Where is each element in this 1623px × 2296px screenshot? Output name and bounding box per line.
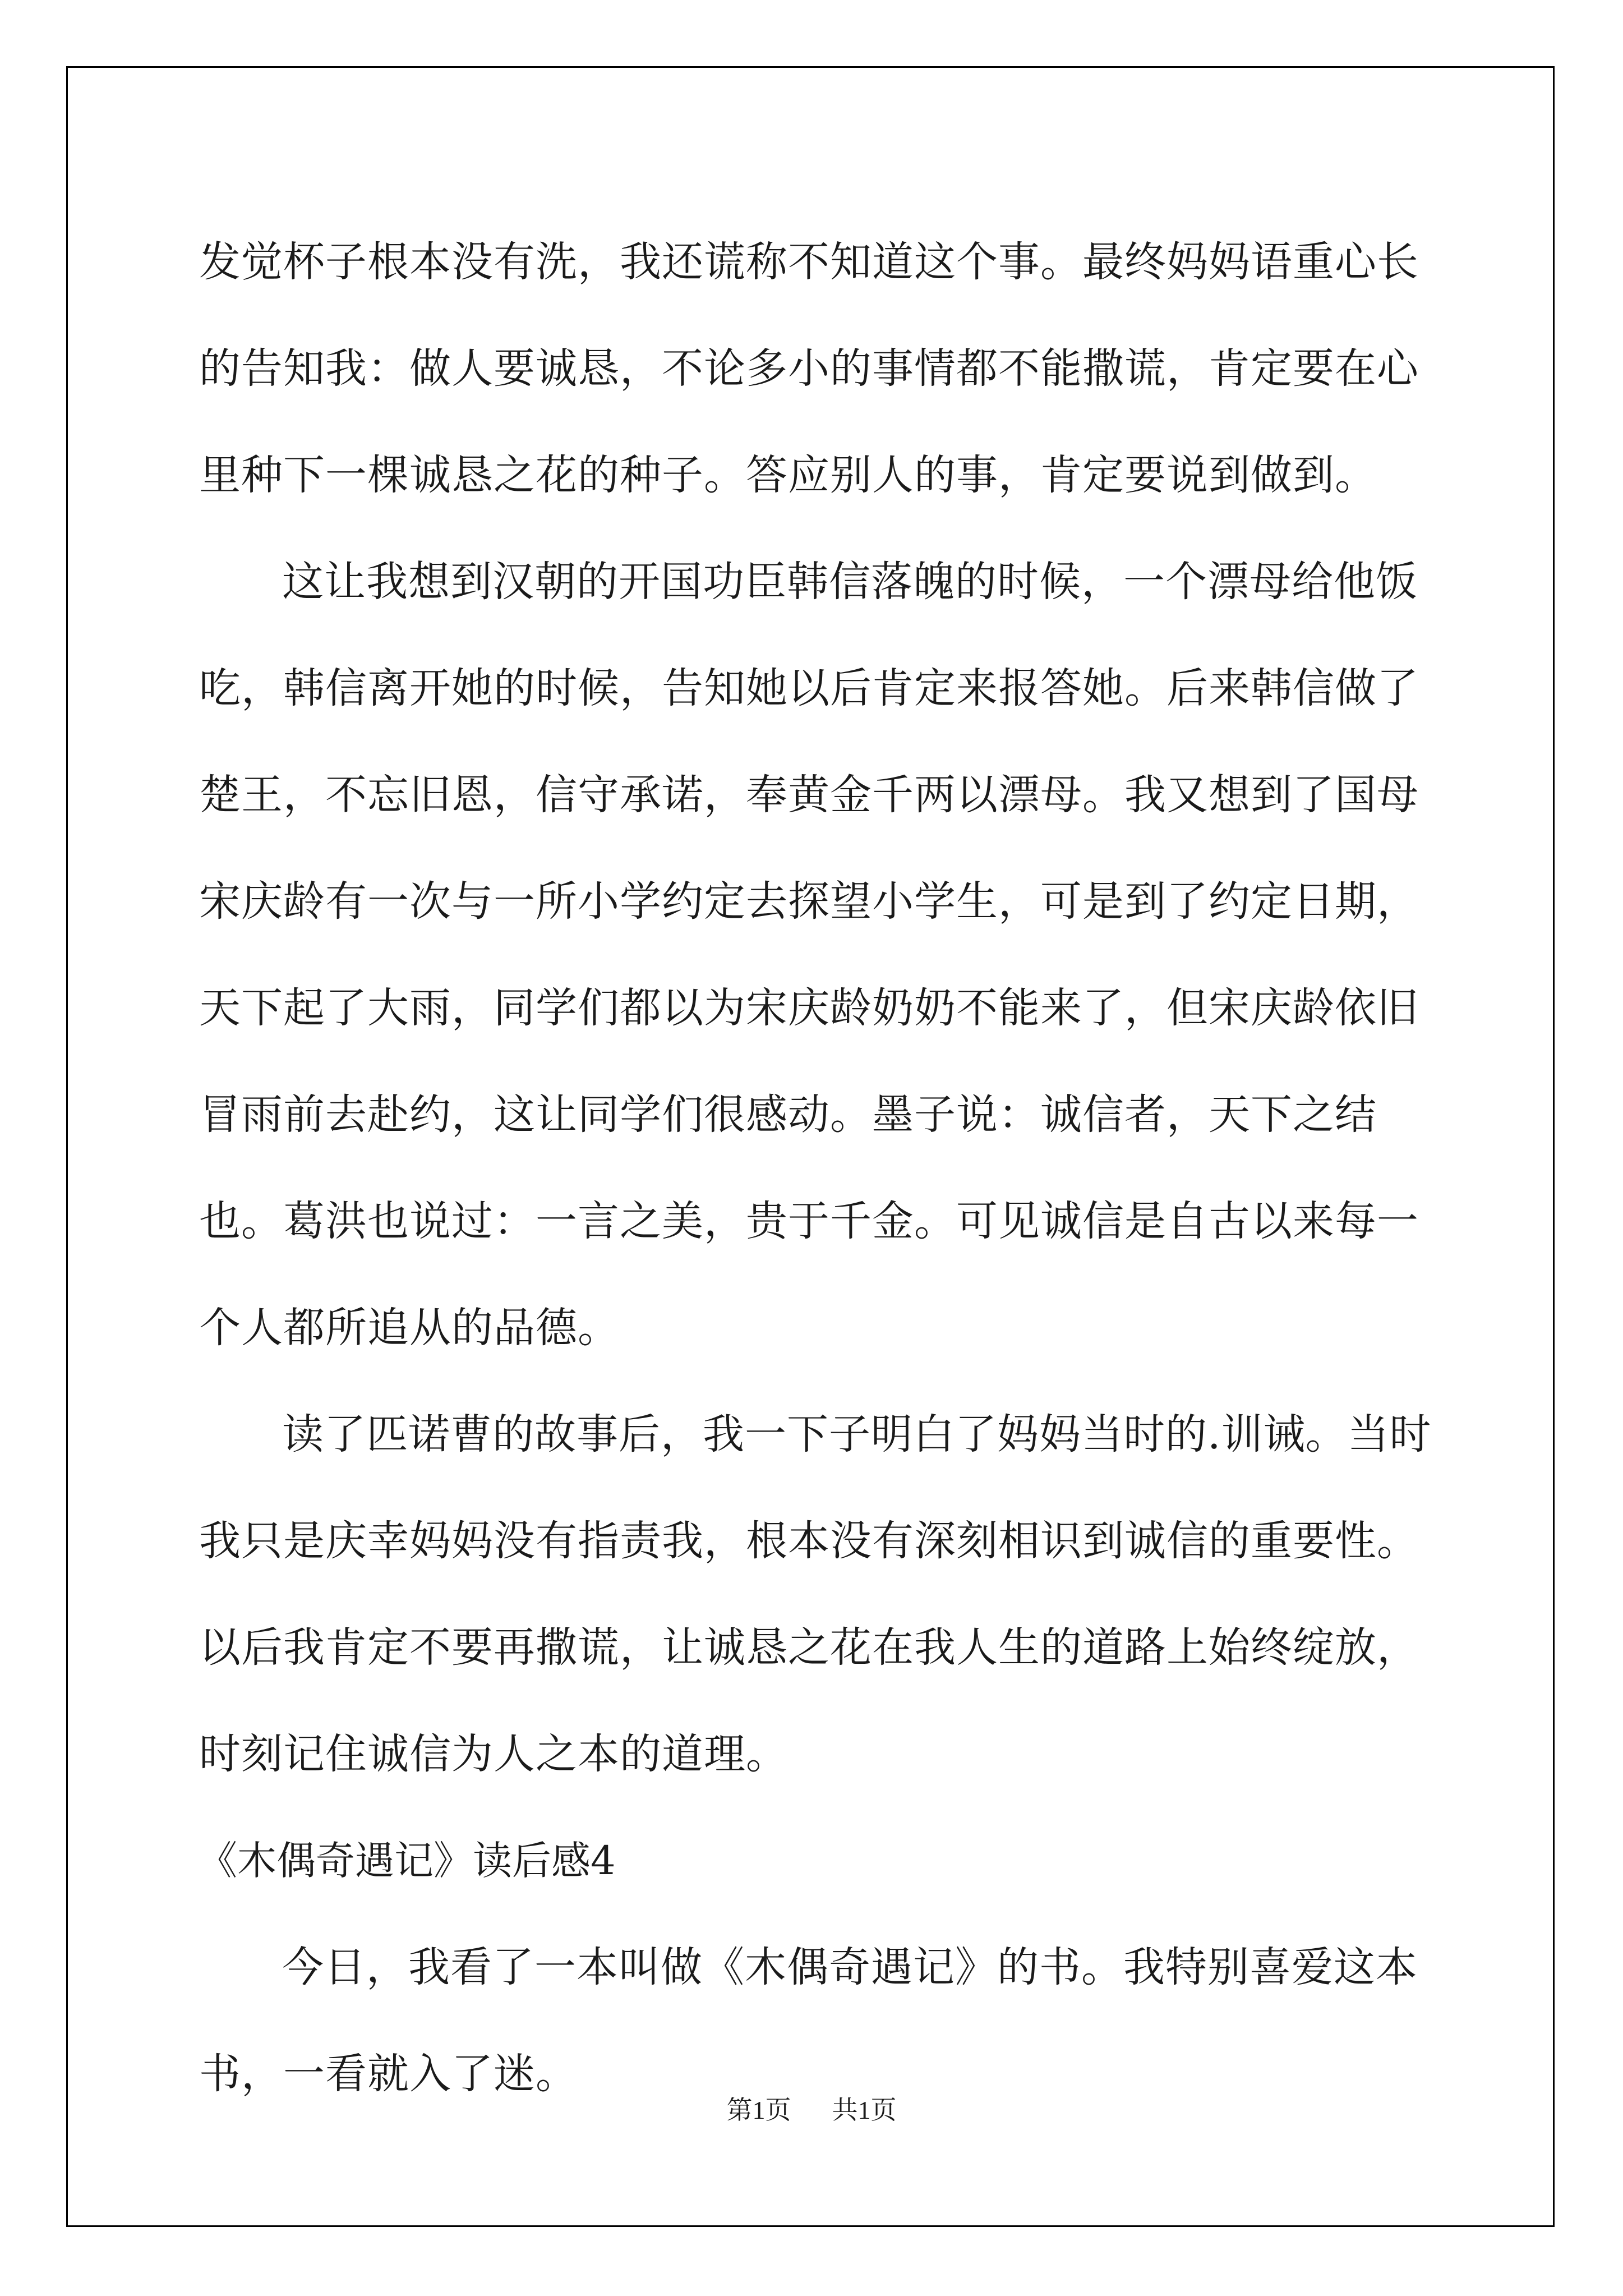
document-body xyxy=(199,209,1433,2127)
paragraph-4: 今日，我看了一本叫做《木偶奇遇记》的书。我特别喜爱这本书，一看就入了迷。 xyxy=(199,1943,1418,2098)
page-number-total: 共1页 xyxy=(832,2096,897,2124)
page-number-current: 第1页 xyxy=(726,2096,791,2124)
paragraph-1: 发觉杯子根本没有洗，我还谎称不知道这个事。最终妈妈语重心长的告知我：做人要诚恳，不论多小的事情都不能撒谎，肯定要在心里种下一棵诚恳之花的种子。答应别人的事，肯定要说到做到。 xyxy=(199,238,1419,499)
paragraph-2: 这让我想到汉朝的开国功臣韩信落魄的时候，一个漂母给他饭吃，韩信离开她的时候，告知她以后肯定来报答她。后来韩信做了楚王，不忘旧恩，信守承诺，奉黄金千两以漂母。我又想到了国母宋庆龄有一次与一所小学约定去探望小学生，可是到了约定日期，天下起了大雨，同学们都以为宋庆龄奶奶不能来了，但宋庆龄依旧冒雨前去赴约，这让同学们很感动。墨子说：诚信者，天下之结也。葛洪也说过：一言之美，贵于千金。可见诚信是自古以来每一个人都所追从的品德。 xyxy=(199,558,1419,1352)
paragraph-3: 读了匹诺曹的故事后，我一下子明白了妈妈当时的.训诫。当时我只是庆幸妈妈没有指责我，根本没有深刻相识到诚信的重要性。以后我肯定不要再撒谎，让诚恳之花在我人生的道路上始终绽放，时刻记住诚信为人之本的道理。 xyxy=(199,1410,1432,1778)
page-footer xyxy=(0,2090,1623,2127)
section-heading: 《木偶奇遇记》读后感4 xyxy=(198,1838,616,1884)
